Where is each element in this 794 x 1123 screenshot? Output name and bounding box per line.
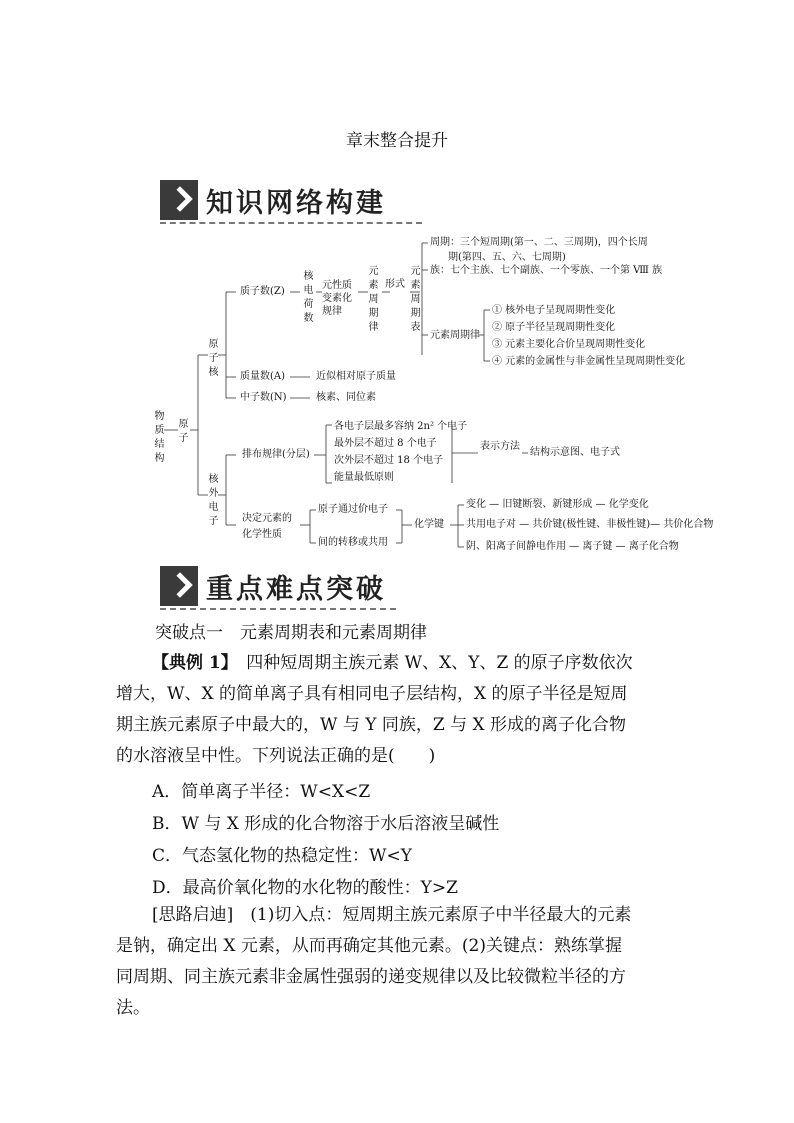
mass-node: 质量数(A) (240, 371, 286, 382)
repr-node: 表示方法 (480, 441, 520, 452)
example-line: 期主族元素原子中最大的，W 与 Y 同族，Z 与 X 形成的离子化合物 (116, 715, 627, 735)
hint-line: (1)切入点：短周期主族元素原子中半径最大的元素 (233, 905, 632, 925)
charge-node: 核电荷数 (303, 271, 314, 324)
banner-underline (160, 608, 396, 610)
example-label: 【典例 1】 (152, 653, 230, 673)
proton-node: 质子数(Z) (240, 286, 285, 297)
option-c: C．气态氢化物的热稳定性：W<Y (152, 846, 412, 866)
bond-node: 化学键 (414, 519, 444, 530)
law-item: ② 原子半径呈现周期性变化 (492, 322, 616, 333)
bond-item: 阴、阳离子间静电作用 — 离子键 — 离子化合物 (466, 541, 679, 552)
hint-paragraph (116, 900, 686, 1024)
decide-line-2: 化学性质 (242, 529, 282, 540)
option-d: D．最高价氧化物的水化物的酸性：Y>Z (152, 878, 458, 898)
root-node: 物质结构 (154, 411, 165, 464)
hint-line: 是钠，确定出 X 元素，从而再确定其他元素。(2)关键点：熟练掌握 (116, 936, 622, 956)
repr-desc: 结构示意图、电子式 (530, 447, 620, 458)
table-law-node: 元素周期律 (368, 266, 379, 333)
option-a: A．简单离子半径：W<X<Z (152, 782, 371, 802)
page-title: 章末整合提升 (346, 131, 448, 151)
banner-underline (160, 222, 422, 224)
arrange-node: 排布规律(分层) (242, 449, 310, 460)
chevron-icon (160, 180, 198, 220)
atom-node: 原子 (178, 419, 189, 444)
law-item: ③ 元素主要化合价呈现周期性变化 (492, 339, 646, 350)
electrons-node: 核外电子 (208, 474, 219, 527)
banner-title: 重点难点突破 (206, 574, 386, 605)
form-node: 形式 (385, 279, 405, 290)
example-line: 四种短周期主族元素 W、X、Y、Z 的原子序数依次 (229, 653, 633, 673)
mass-desc: 近似相对原子质量 (316, 371, 396, 382)
group-node: 族：七个主族、七个副族、一个零族、一个第 Ⅷ 族 (430, 265, 663, 276)
law-label: 元素周期律 (430, 330, 480, 341)
rule-item: 次外层不超过 18 个电子 (334, 455, 444, 466)
section-heading: 突破点一 元素周期表和元素周期律 (155, 623, 427, 643)
neutron-node: 中子数(N) (240, 392, 287, 403)
example-paragraph (116, 648, 686, 772)
hint-label: [思路启迪] (152, 905, 234, 925)
example-line: 增大，W、X 的简单离子具有相同电子层结构，X 的原子半径是短周 (116, 684, 628, 704)
neutron-desc: 核素、同位素 (316, 392, 376, 403)
table-node: 元素周期表 (410, 266, 421, 333)
decide-line-1: 决定元素的 (242, 513, 292, 524)
bond-item: 变化 — 旧键断裂、新键形成 — 化学变化 (466, 499, 649, 510)
periodic-change-node: 元性质变素化规律 (322, 280, 352, 317)
valence-node: 原子通过价电子 (318, 504, 388, 515)
hint-line: 法。 (116, 998, 150, 1018)
period-line-2: 期(第四、五、六、七周期) (448, 252, 566, 263)
chevron-icon (160, 566, 198, 606)
banner-title: 知识网络构建 (206, 188, 386, 219)
knowledge-mindmap (150, 225, 730, 565)
example-line: 的水溶液呈中性。下列说法正确的是( ) (116, 746, 436, 766)
section-banner-knowledge (160, 180, 422, 220)
rule-item: 能量最低原则 (334, 472, 394, 483)
nucleus-node: 原子核 (208, 339, 219, 378)
rule-item: 最外层不超过 8 个电子 (334, 438, 437, 449)
period-line-1: 周期：三个短周期(第一、二、三周期)，四个长周 (430, 237, 648, 248)
law-item: ① 核外电子呈现周期性变化 (492, 305, 616, 316)
law-item: ④ 元素的金属性与非金属性呈现周期性变化 (492, 356, 686, 367)
transfer-node: 间的转移或共用 (318, 537, 388, 548)
option-b: B．W 与 X 形成的化合物溶于水后溶液呈碱性 (152, 814, 500, 834)
rule-item: 各电子层最多容纳 2n² 个电子 (334, 421, 468, 432)
bond-item: 共用电子对 — 共价键(极性键、非极性键)— 共价化合物 (466, 519, 714, 530)
hint-line: 同周期、同主族元素非金属性强弱的递变规律以及比较微粒半径的方 (116, 967, 626, 987)
section-banner-keypoints (160, 566, 396, 606)
